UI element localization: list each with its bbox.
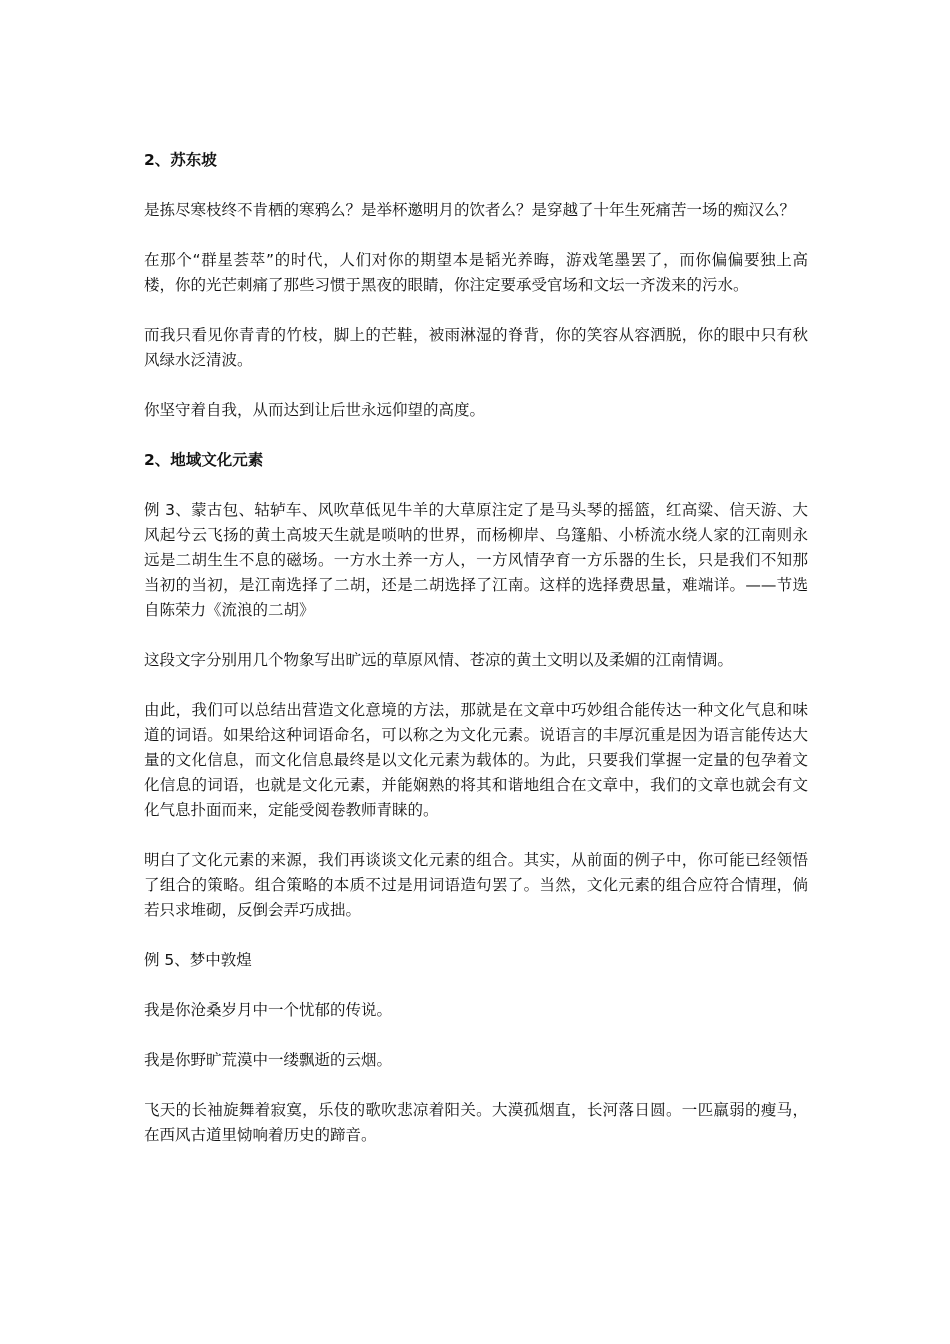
paragraph: 是拣尽寒枝终不肯栖的寒鸦么？是举杯邀明月的饮者么？是穿越了十年生死痛苦一场的痴汉么？ [144, 201, 796, 219]
document-body [144, 148, 808, 1173]
paragraph: 我是你沧桑岁月中一个忧郁的传说。 [144, 1001, 393, 1019]
paragraph: 飞天的长袖旋舞着寂寞，乐伎的歌吹悲凉着阳关。大漠孤烟直，长河落日圆。一匹羸弱的瘦马，在西风古道里恸响着历史的蹄音。 [144, 1101, 808, 1144]
paragraph: 这段文字分别用几个物象写出旷远的草原风情、苍凉的黄土文明以及柔媚的江南情调。 [144, 651, 734, 669]
paragraph: 在那个“群星荟萃”的时代，人们对你的期望本是韬光养晦，游戏笔墨罢了，而你偏偏要独上高楼，你的光芒刺痛了那些习惯于黑夜的眼睛，你注定要承受官场和文坛一齐泼来的污水。 [144, 251, 808, 294]
section-heading-su-dongpo: 2、苏东坡 [144, 151, 217, 169]
paragraph: 而我只看见你青青的竹枝，脚上的芒鞋，被雨淋湿的脊背，你的笑容从容洒脱，你的眼中只有秋风绿水泛清波。 [144, 326, 808, 369]
section-heading-regional-culture: 2、地域文化元素 [144, 451, 264, 469]
paragraph: 你坚守着自我，从而达到让后世永远仰望的高度。 [144, 401, 486, 419]
paragraph-example-3: 例 3、蒙古包、轱轳车、风吹草低见牛羊的大草原注定了是马头琴的摇篮，红高粱、信天游、大风起兮云飞扬的黄土高坡天生就是唢呐的世界，而杨柳岸、乌篷船、小桥流水绕人家的江南则永远是二胡生生不息的磁场。一方水土养一方人，一方风情孕育一方乐器的生长，只是我们不知那当初的当初，是江南选择了二胡，还是二胡选择了江南。这样的选择费思量，难端详。——节选自陈荣力《流浪的二胡》 [144, 501, 808, 619]
paragraph: 由此，我们可以总结出营造文化意境的方法，那就是在文章中巧妙组合能传达一种文化气息和味道的词语。如果给这种词语命名，可以称之为文化元素。说语言的丰厚沉重是因为语言能传达大量的文化信息，而文化信息最终是以文化元素为载体的。为此，只要我们掌握一定量的包孕着文化信息的词语，也就是文化元素，并能娴熟的将其和谐地组合在文章中，我们的文章也就会有文化气息扑面而来，定能受阅卷教师青睐的。 [144, 701, 808, 819]
paragraph-example-5-title: 例 5、梦中敦煌 [144, 951, 252, 969]
paragraph: 明白了文化元素的来源，我们再谈谈文化元素的组合。其实，从前面的例子中，你可能已经领悟了组合的策略。组合策略的本质不过是用词语造句罢了。当然，文化元素的组合应符合情理，倘若只求堆砌，反倒会弄巧成拙。 [144, 851, 808, 919]
paragraph: 我是你野旷荒漠中一缕飘逝的云烟。 [144, 1051, 393, 1069]
